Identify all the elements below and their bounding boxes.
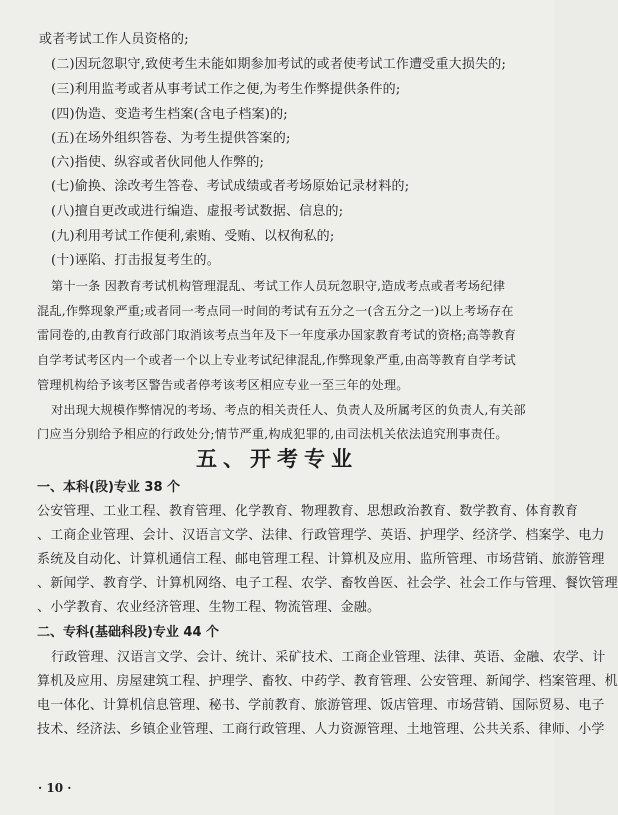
article-11-line: 自学考试考区内一个或者一个以上专业考试纪律混乱,作弊现象严重,由高等教育自学考试 <box>37 353 516 367</box>
article-11-line: 第十一条 因教育考试机构管理混乱、考试工作人员玩忽职守,造成考点或者考场纪律 <box>51 279 506 293</box>
major-line: 、新闻学、教育学、计算机网络、电子工程、农学、畜牧兽医、社会学、社会工作与管理、餐饮管理 <box>37 576 618 591</box>
major-line: 电一体化、计算机信息管理、秘书、学前教育、旅游管理、饭店管理、市场营销、国际贸易、电子 <box>37 698 605 713</box>
article-11-line: 雷同卷的,由教育行政部门取消该考点当年及下一年度承办国家教育考试的资格;高等教育 <box>37 328 517 342</box>
major-line: 、小学教育、农业经济管理、生物工程、物流管理、金融。 <box>37 600 381 615</box>
section-title: 五、开考专业 <box>196 447 358 471</box>
item-line: (六)指使、纵容或者伙同他人作弊的; <box>51 155 265 170</box>
closing-line: 对出现大规模作弊情况的考场、考点的相关责任人、负责人及所属考区的负责人,有关部 <box>51 403 526 417</box>
major-line: 、工商企业管理、会计、汉语言文学、法律、行政管理学、英语、护理学、经济学、档案学、电力 <box>37 528 605 543</box>
major-line: 行政管理、汉语言文学、会计、统计、采矿技术、工商企业管理、法律、英语、金融、农学、计 <box>51 650 606 665</box>
item-line: (九)利用考试工作便利,索贿、受贿、以权徇私的; <box>51 229 335 244</box>
item-line: (五)在场外组织答卷、为考生提供答案的; <box>51 131 291 146</box>
closing-line: 门应当分别给予相应的行政处分;情节严重,构成犯罪的,由司法机关依法追究刑事责任。 <box>37 427 508 441</box>
page-number: · 10 · <box>38 781 72 795</box>
item-line: (八)擅自更改或进行编造、虚报考试数据、信息的; <box>51 204 344 219</box>
item-line: (二)因玩忽职守,致使考生未能如期参加考试的或者使考试工作遭受重大损失的; <box>51 57 507 72</box>
item-line: 或者考试工作人员资格的; <box>39 32 189 47</box>
article-11-line: 混乱,作弊现象严重;或者同一考点同一时间的考试有五分之一(含五分之一)以上考场存在 <box>37 304 514 318</box>
major-line: 系统及自动化、计算机通信工程、邮电管理工程、计算机及应用、监所管理、市场营销、旅游管理 <box>37 552 605 567</box>
major-line: 算机及应用、房屋建筑工程、护理学、畜牧、中药学、教育管理、公安管理、新闻学、档案管理、机 <box>37 674 618 689</box>
subheading-associate: 二、专科(基础科段)专业 44 个 <box>37 625 220 640</box>
subheading-undergrad: 一、本科(段)专业 38 个 <box>37 480 181 495</box>
item-line: (七)偷换、涂改考生答卷、考试成绩或者考场原始记录材料的; <box>51 179 410 194</box>
item-line: (三)利用监考或者从事考试工作之便,为考生作弊提供条件的; <box>51 82 401 97</box>
major-line: 公安管理、工业工程、教育管理、化学教育、物理教育、思想政治教育、数学教育、体育教育 <box>37 504 579 519</box>
major-line: 技术、经济法、乡镇企业管理、工商行政管理、人力资源管理、土地管理、公共关系、律师、小学 <box>37 722 605 737</box>
article-11-line: 管理机构给予该考区警告或者停考该考区相应专业一至三年的处理。 <box>37 378 409 392</box>
item-line: (十)诬陷、打击报复考生的。 <box>51 253 220 268</box>
item-line: (四)伪造、变造考生档案(含电子档案)的; <box>51 107 288 122</box>
